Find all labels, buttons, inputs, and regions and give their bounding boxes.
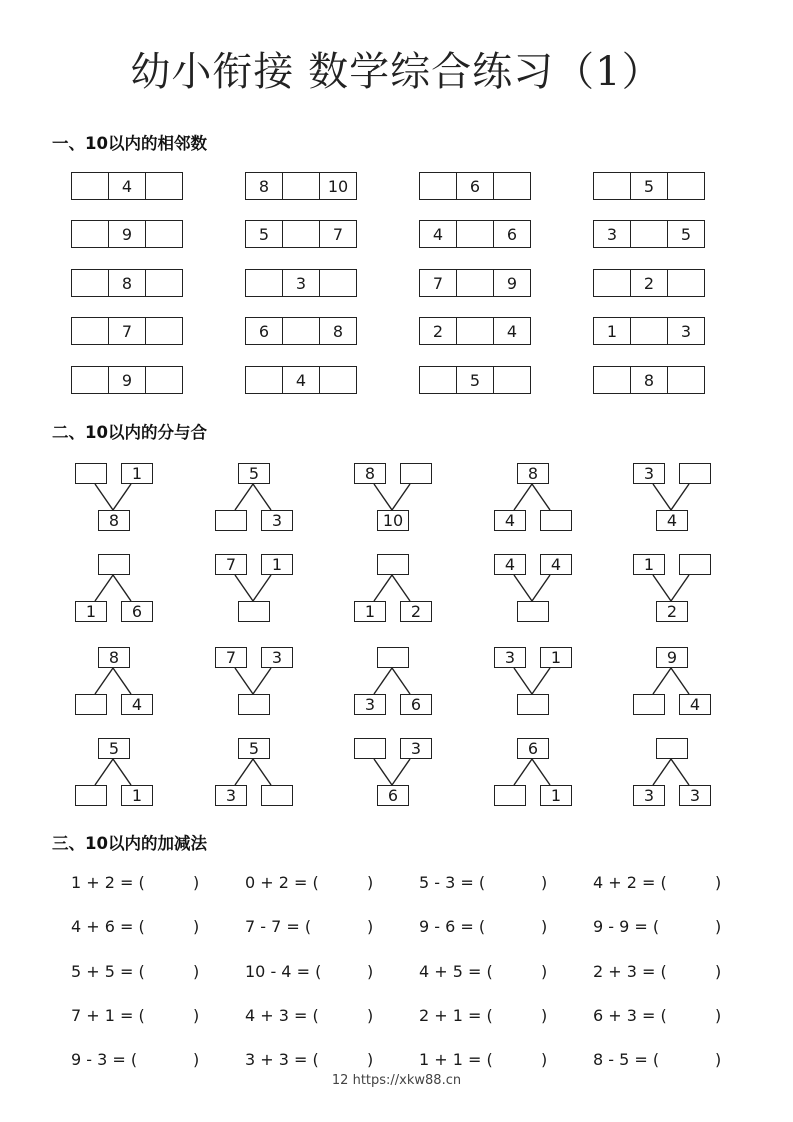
- answer-blank[interactable]: [161, 917, 189, 939]
- answer-blank[interactable]: [420, 367, 456, 393]
- bond-line: [514, 484, 532, 510]
- bond-number: 2: [656, 601, 688, 622]
- equation-close-paren: ): [367, 1050, 374, 1069]
- equation-close-paren: ): [541, 962, 548, 981]
- equation: [245, 1050, 395, 1074]
- answer-blank[interactable]: [493, 173, 530, 199]
- bond-number: 7: [215, 554, 247, 575]
- bond-number: 1: [540, 785, 572, 806]
- equation-close-paren: ): [193, 917, 200, 936]
- answer-blank[interactable]: [145, 221, 182, 247]
- given-number: 4: [493, 318, 530, 344]
- neighbor-box: [593, 220, 705, 248]
- bond-line: [235, 759, 253, 785]
- equation-text: 7 + 1 = (: [71, 1006, 145, 1025]
- equation-close-paren: ): [541, 917, 548, 936]
- bond-line: [113, 668, 131, 694]
- bond-line: [532, 484, 550, 510]
- answer-blank[interactable]: [282, 173, 319, 199]
- answer-blank[interactable]: [335, 962, 363, 984]
- number-bond: [213, 552, 313, 624]
- answer-blank[interactable]: [161, 1006, 189, 1028]
- equation-text: 8 - 5 = (: [593, 1050, 660, 1069]
- answer-blank[interactable]: [667, 270, 704, 296]
- neighbor-box: [71, 220, 183, 248]
- neighbor-box: [71, 317, 183, 345]
- bond-answer-blank[interactable]: [75, 694, 107, 715]
- bond-answer-blank[interactable]: [540, 510, 572, 531]
- bond-number: 1: [75, 601, 107, 622]
- equation-close-paren: ): [715, 1050, 722, 1069]
- bond-number: 3: [633, 463, 665, 484]
- equation-close-paren: ): [715, 917, 722, 936]
- answer-blank[interactable]: [509, 1006, 537, 1028]
- bond-number: 5: [238, 463, 270, 484]
- equation-close-paren: ): [715, 1006, 722, 1025]
- neighbor-box: [71, 172, 183, 200]
- number-bond: [352, 552, 452, 624]
- equation: [419, 917, 569, 941]
- bond-line: [392, 668, 410, 694]
- bond-line: [95, 575, 113, 601]
- bond-answer-blank[interactable]: [238, 601, 270, 622]
- answer-blank[interactable]: [282, 221, 319, 247]
- bond-line: [253, 575, 271, 601]
- answer-blank[interactable]: [145, 318, 182, 344]
- bond-line: [392, 759, 410, 785]
- answer-blank[interactable]: [161, 873, 189, 895]
- equation-text: 4 + 5 = (: [419, 962, 493, 981]
- equation: [593, 1050, 743, 1074]
- bond-number: 1: [261, 554, 293, 575]
- bond-line: [671, 484, 689, 510]
- bond-answer-blank[interactable]: [679, 554, 711, 575]
- number-bond: [492, 552, 592, 624]
- equation-close-paren: ): [367, 962, 374, 981]
- bond-line: [113, 484, 131, 510]
- bond-line: [671, 668, 689, 694]
- equation-text: 1 + 1 = (: [419, 1050, 493, 1069]
- bond-answer-blank[interactable]: [633, 694, 665, 715]
- equation: [71, 917, 221, 941]
- given-number: 10: [319, 173, 356, 199]
- neighbor-box: [71, 366, 183, 394]
- answer-blank[interactable]: [456, 270, 493, 296]
- equation: [593, 962, 743, 986]
- bond-number: 1: [354, 601, 386, 622]
- number-bond: [73, 461, 173, 533]
- answer-blank[interactable]: [683, 1050, 711, 1072]
- bond-number: 5: [238, 738, 270, 759]
- bond-line: [653, 484, 671, 510]
- given-number: 8: [258, 176, 270, 196]
- equation-text: 2 + 3 = (: [593, 962, 667, 981]
- bond-line: [392, 575, 410, 601]
- equation-text: 2 + 1 = (: [419, 1006, 493, 1025]
- answer-blank[interactable]: [246, 270, 282, 296]
- bond-number: 4: [494, 554, 526, 575]
- number-bond: [352, 736, 452, 808]
- answer-blank[interactable]: [683, 1006, 711, 1028]
- bond-line: [113, 759, 131, 785]
- given-number: 3: [606, 224, 618, 244]
- bond-number: 1: [121, 785, 153, 806]
- neighbor-box: [245, 172, 357, 200]
- equation-text: 1 + 2 = (: [71, 873, 145, 892]
- neighbor-box: [419, 220, 531, 248]
- bond-number: 3: [633, 785, 665, 806]
- bond-number: 6: [400, 694, 432, 715]
- bond-number: 9: [656, 647, 688, 668]
- neighbor-box: [419, 317, 531, 345]
- bond-number: 4: [679, 694, 711, 715]
- equation: [419, 1006, 569, 1030]
- given-number: 3: [282, 270, 319, 296]
- equation: [71, 1006, 221, 1030]
- bond-line: [95, 668, 113, 694]
- number-bond: [492, 645, 592, 717]
- neighbor-box: [593, 269, 705, 297]
- bond-line: [235, 668, 253, 694]
- number-bond: [213, 736, 313, 808]
- bond-number: 10: [377, 510, 409, 531]
- answer-blank[interactable]: [493, 367, 530, 393]
- bond-line: [514, 575, 532, 601]
- bond-number: 3: [494, 647, 526, 668]
- equation: [593, 917, 743, 941]
- bond-line: [113, 575, 131, 601]
- neighbor-box: [245, 366, 357, 394]
- bond-line: [253, 668, 271, 694]
- bond-answer-blank[interactable]: [377, 647, 409, 668]
- answer-blank[interactable]: [335, 873, 363, 895]
- answer-blank[interactable]: [335, 917, 363, 939]
- given-number: 5: [456, 367, 493, 393]
- equation-close-paren: ): [367, 873, 374, 892]
- equation-text: 3 + 3 = (: [245, 1050, 319, 1069]
- bond-number: 7: [215, 647, 247, 668]
- given-number: 9: [493, 270, 530, 296]
- bond-line: [374, 668, 392, 694]
- answer-blank[interactable]: [667, 367, 704, 393]
- answer-blank[interactable]: [145, 367, 182, 393]
- equation-text: 4 + 3 = (: [245, 1006, 319, 1025]
- bond-answer-blank[interactable]: [679, 463, 711, 484]
- bond-number: 4: [121, 694, 153, 715]
- given-number: 5: [667, 221, 704, 247]
- equation-text: 10 - 4 = (: [245, 962, 322, 981]
- given-number: 8: [319, 318, 356, 344]
- bond-answer-blank[interactable]: [261, 785, 293, 806]
- bond-number: 8: [98, 647, 130, 668]
- given-number: 4: [282, 367, 319, 393]
- bond-line: [95, 759, 113, 785]
- answer-blank[interactable]: [594, 173, 630, 199]
- given-number: 2: [630, 270, 667, 296]
- bond-number: 8: [517, 463, 549, 484]
- equation-close-paren: ): [541, 873, 548, 892]
- answer-blank[interactable]: [161, 1050, 189, 1072]
- bond-answer-blank[interactable]: [377, 554, 409, 575]
- number-bond: [631, 645, 731, 717]
- bond-number: 4: [494, 510, 526, 531]
- answer-blank[interactable]: [282, 318, 319, 344]
- answer-blank[interactable]: [683, 917, 711, 939]
- equation-close-paren: ): [715, 873, 722, 892]
- bond-line: [235, 575, 253, 601]
- answer-blank[interactable]: [456, 221, 493, 247]
- bond-line: [374, 484, 392, 510]
- bond-line: [532, 575, 550, 601]
- equation: [593, 1006, 743, 1030]
- bond-answer-blank[interactable]: [238, 694, 270, 715]
- given-number: 9: [108, 221, 145, 247]
- answer-blank[interactable]: [667, 173, 704, 199]
- answer-blank[interactable]: [594, 270, 630, 296]
- answer-blank[interactable]: [420, 173, 456, 199]
- number-bond: [352, 645, 452, 717]
- bond-number: 8: [98, 510, 130, 531]
- bond-line: [95, 484, 113, 510]
- answer-blank[interactable]: [509, 917, 537, 939]
- bond-number: 3: [261, 510, 293, 531]
- neighbor-box: [71, 269, 183, 297]
- bond-number: 1: [121, 463, 153, 484]
- number-bond: [492, 461, 592, 533]
- equation: [71, 1050, 221, 1074]
- equation-close-paren: ): [541, 1050, 548, 1069]
- neighbor-box: [419, 269, 531, 297]
- bond-answer-blank[interactable]: [75, 785, 107, 806]
- equation: [593, 873, 743, 897]
- bond-number: 2: [400, 601, 432, 622]
- equation-close-paren: ): [193, 873, 200, 892]
- bond-answer-blank[interactable]: [400, 463, 432, 484]
- given-number: 2: [432, 321, 444, 341]
- answer-blank[interactable]: [683, 873, 711, 895]
- section-heading-number-bonds: 二、10以内的分与合: [52, 423, 207, 442]
- bond-answer-blank[interactable]: [75, 463, 107, 484]
- equation: [245, 1006, 395, 1030]
- number-bond: [631, 552, 731, 624]
- answer-blank[interactable]: [683, 962, 711, 984]
- given-number: 6: [456, 173, 493, 199]
- given-number: 8: [108, 270, 145, 296]
- answer-blank[interactable]: [630, 221, 667, 247]
- equation: [245, 873, 395, 897]
- answer-blank[interactable]: [72, 173, 108, 199]
- number-bond: [631, 736, 731, 808]
- answer-blank[interactable]: [335, 1050, 363, 1072]
- neighbor-box: [593, 317, 705, 345]
- equation-close-paren: ): [367, 1006, 374, 1025]
- bond-line: [374, 575, 392, 601]
- bond-number: 3: [679, 785, 711, 806]
- number-bond: [213, 461, 313, 533]
- answer-blank[interactable]: [72, 318, 108, 344]
- bond-line: [653, 575, 671, 601]
- equation-text: 9 - 9 = (: [593, 917, 660, 936]
- bond-answer-blank[interactable]: [98, 554, 130, 575]
- bond-line: [671, 575, 689, 601]
- equation-close-paren: ): [541, 1006, 548, 1025]
- number-bond: [352, 461, 452, 533]
- equation: [419, 962, 569, 986]
- number-bond: [73, 736, 173, 808]
- bond-number: 4: [540, 554, 572, 575]
- given-number: 5: [630, 173, 667, 199]
- neighbor-box: [593, 172, 705, 200]
- bond-number: 6: [121, 601, 153, 622]
- equation-close-paren: ): [193, 1050, 200, 1069]
- bond-line: [235, 484, 253, 510]
- answer-blank[interactable]: [319, 367, 356, 393]
- bond-number: 1: [540, 647, 572, 668]
- answer-blank[interactable]: [246, 367, 282, 393]
- bond-line: [532, 668, 550, 694]
- bond-answer-blank[interactable]: [494, 785, 526, 806]
- bond-line: [653, 759, 671, 785]
- bond-number: 5: [98, 738, 130, 759]
- given-number: 3: [667, 318, 704, 344]
- equation-close-paren: ): [193, 1006, 200, 1025]
- answer-blank[interactable]: [145, 270, 182, 296]
- neighbor-box: [419, 366, 531, 394]
- given-number: 1: [606, 321, 618, 341]
- bond-line: [253, 759, 271, 785]
- bond-number: 6: [517, 738, 549, 759]
- given-number: 6: [258, 321, 270, 341]
- bond-line: [392, 484, 410, 510]
- bond-answer-blank[interactable]: [215, 510, 247, 531]
- equation: [71, 962, 221, 986]
- equation: [245, 917, 395, 941]
- equation-text: 9 - 3 = (: [71, 1050, 138, 1069]
- equation: [419, 873, 569, 897]
- answer-blank[interactable]: [72, 367, 108, 393]
- given-number: 5: [258, 224, 270, 244]
- equation-text: 9 - 6 = (: [419, 917, 486, 936]
- given-number: 6: [493, 221, 530, 247]
- bond-line: [253, 484, 271, 510]
- bond-number: 3: [261, 647, 293, 668]
- bond-line: [374, 759, 392, 785]
- number-bond: [73, 552, 173, 624]
- bond-number: 3: [354, 694, 386, 715]
- number-bond: [73, 645, 173, 717]
- bond-number: 4: [656, 510, 688, 531]
- answer-blank[interactable]: [319, 270, 356, 296]
- section-heading-add-subtract: 三、10以内的加减法: [52, 834, 207, 853]
- answer-blank[interactable]: [335, 1006, 363, 1028]
- given-number: 7: [108, 318, 145, 344]
- number-bond: [631, 461, 731, 533]
- bond-answer-blank[interactable]: [517, 694, 549, 715]
- equation-text: 7 - 7 = (: [245, 917, 312, 936]
- bond-line: [514, 668, 532, 694]
- number-bond: [492, 736, 592, 808]
- page-footer: 12 https://xkw88.cn: [331, 1073, 462, 1088]
- equation-text: 5 - 3 = (: [419, 873, 486, 892]
- answer-blank[interactable]: [509, 1050, 537, 1072]
- given-number: 4: [432, 224, 444, 244]
- equation-close-paren: ): [715, 962, 722, 981]
- answer-blank[interactable]: [594, 367, 630, 393]
- given-number: 9: [108, 367, 145, 393]
- equation: [71, 873, 221, 897]
- given-number: 7: [319, 221, 356, 247]
- answer-blank[interactable]: [456, 318, 493, 344]
- answer-blank[interactable]: [72, 221, 108, 247]
- equation-text: 5 + 5 = (: [71, 962, 145, 981]
- neighbor-box: [245, 269, 357, 297]
- bond-answer-blank[interactable]: [656, 738, 688, 759]
- equation: [245, 962, 395, 986]
- bond-line: [532, 759, 550, 785]
- bond-line: [653, 668, 671, 694]
- number-bond: [213, 645, 313, 717]
- given-number: 4: [108, 173, 145, 199]
- bond-number: 3: [400, 738, 432, 759]
- equation-close-paren: ): [193, 962, 200, 981]
- section-heading-neighbors: 一、10以内的相邻数: [52, 134, 207, 153]
- answer-blank[interactable]: [161, 962, 189, 984]
- bond-number: 8: [354, 463, 386, 484]
- answer-blank[interactable]: [145, 173, 182, 199]
- neighbor-box: [419, 172, 531, 200]
- equation-close-paren: ): [367, 917, 374, 936]
- neighbor-box: [245, 317, 357, 345]
- page-title: 幼小衔接 数学综合练习（1）: [130, 49, 663, 95]
- bond-line: [671, 759, 689, 785]
- equation: [419, 1050, 569, 1074]
- bond-answer-blank[interactable]: [354, 738, 386, 759]
- bond-answer-blank[interactable]: [517, 601, 549, 622]
- bond-number: 6: [377, 785, 409, 806]
- bond-line: [514, 759, 532, 785]
- equation-text: 0 + 2 = (: [245, 873, 319, 892]
- equation-text: 4 + 2 = (: [593, 873, 667, 892]
- neighbor-box: [593, 366, 705, 394]
- answer-blank[interactable]: [72, 270, 108, 296]
- equation-text: 6 + 3 = (: [593, 1006, 667, 1025]
- equation-text: 4 + 6 = (: [71, 917, 145, 936]
- bond-number: 3: [215, 785, 247, 806]
- given-number: 7: [432, 273, 444, 293]
- bond-number: 1: [633, 554, 665, 575]
- answer-blank[interactable]: [630, 318, 667, 344]
- answer-blank[interactable]: [509, 873, 537, 895]
- answer-blank[interactable]: [509, 962, 537, 984]
- neighbor-box: [245, 220, 357, 248]
- given-number: 8: [630, 367, 667, 393]
